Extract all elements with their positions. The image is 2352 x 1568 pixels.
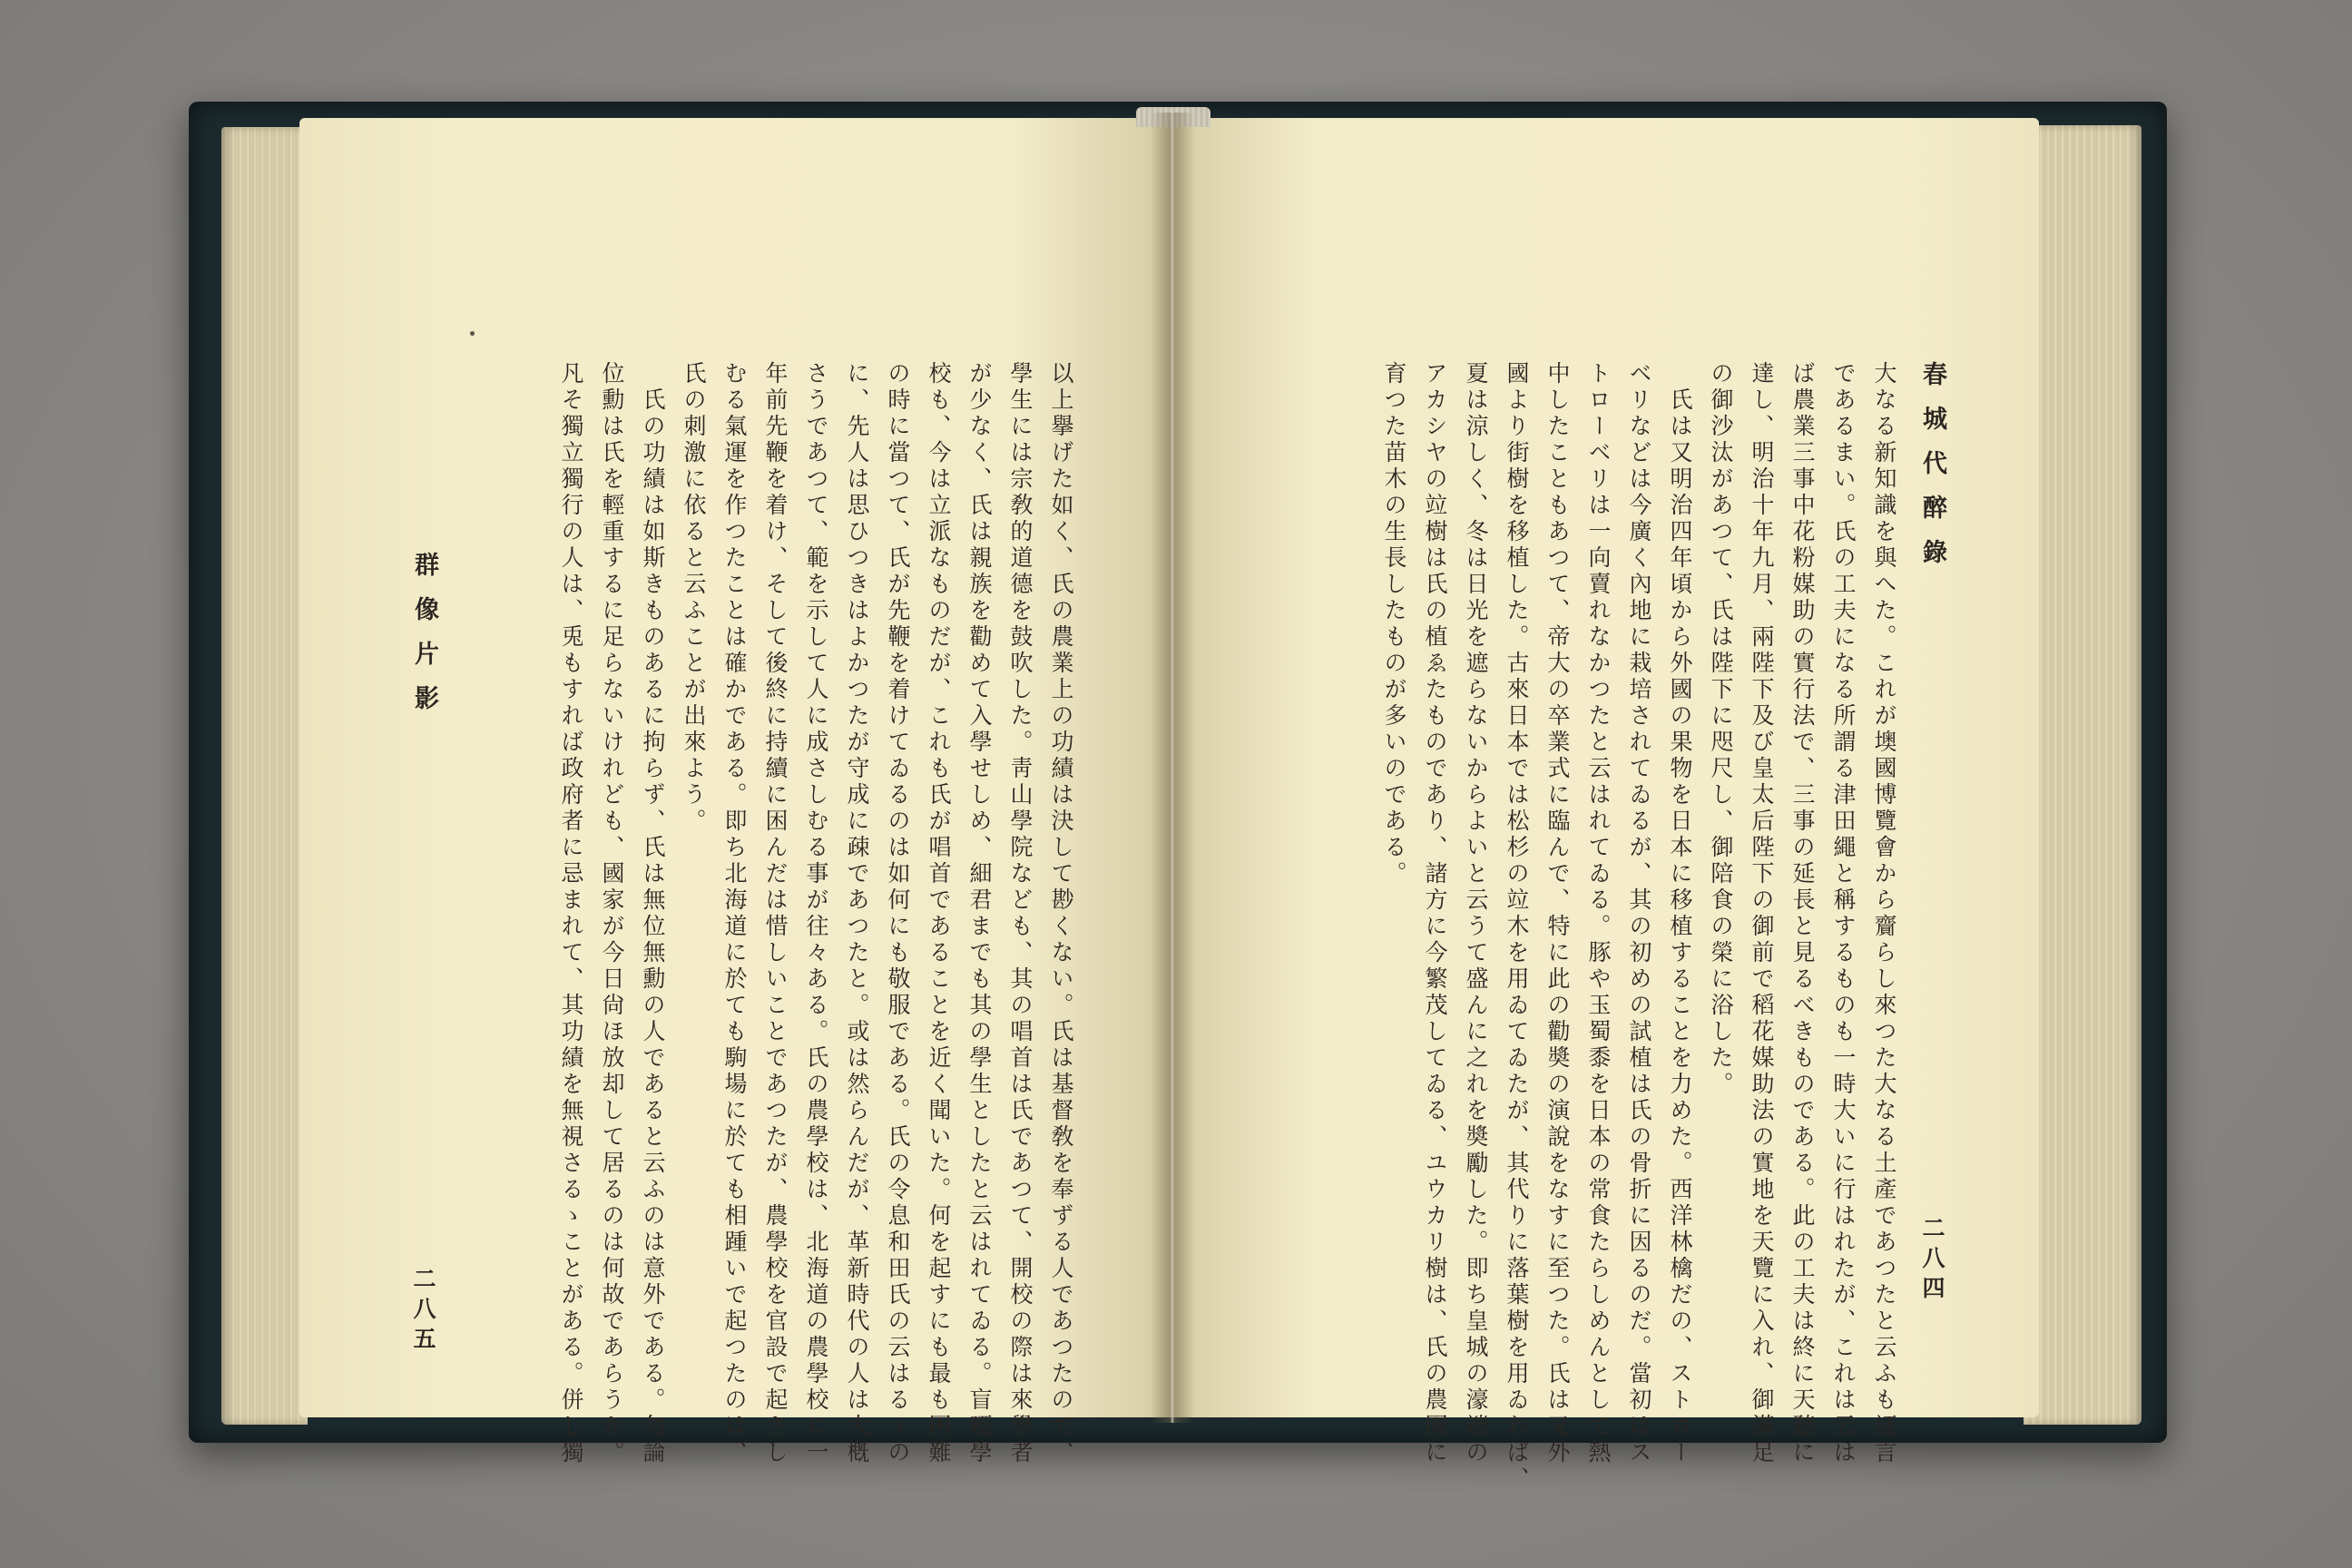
text-column: であるまい。氏の工夫になる所謂る津田繩と稱するものも一時大いに行はれたが、これは云は (1830, 361, 1857, 1466)
text-column: に、先人は思ひつきはよかつたが守成に疎であつたと。或は然らんだが、革新時代の人は大槪 (844, 361, 870, 1466)
text-column: 學生には宗敎的道德を鼓吹した。靑山學院なども、其の唱首は氏であつて、開校の際は來學者 (1007, 361, 1034, 1466)
page-number: 二八五 (410, 1267, 436, 1357)
text-column: 凡そ獨立獨行の人は、兎もすれば政府者に忌まれて、其功績を無視さるゝことがある。併し獨 (558, 361, 584, 1466)
text-column: の時に當つて、氏が先鞭を着けてゐるのは如何にも敬服である。氏の令息和田氏の云はるゝの (885, 361, 911, 1466)
page-mark (470, 331, 475, 336)
text-column: 年前先鞭を着け、そして後終に持續に困んだは惜しいことであつたが、農學校を官設で起さし (762, 361, 789, 1466)
text-column: 校も、今は立派なものだが、これも氏が唱首であることを近く聞いた。何を起すにも最も困難 (926, 361, 952, 1466)
text-column: 達し、明治十年九月、兩陛下及び皇太后陛下の御前で稻花媒助法の實地を天覽に入れ、御滿足 (1749, 361, 1775, 1466)
right-page-body (1374, 361, 1905, 1493)
text-column: 中したこともあつて、帝大の卒業式に臨んで、特に此の勸奬の演說をなすに至つた。氏は又外 (1544, 361, 1571, 1466)
left-page (299, 118, 1172, 1466)
text-column: 氏は又明治四年頃から外國の果物を日本に移植することを力めた。西洋林檎だの、ストロー (1667, 361, 1693, 1466)
text-column: 大なる新知識を與へた。これが墺國博覽會から齎らし來つた大なる土產であつたと云ふも誣言 (1871, 361, 1897, 1466)
text-column: ベリなどは今廣く內地に栽培されてゐるが、其の初めの試植は氏の骨折に因るのだ。當初はス (1626, 361, 1652, 1466)
text-column: むる氣運を作つたことは確かである。即ち北海道に於ても駒場に於ても相踵いで起つたのは、 (721, 361, 748, 1466)
text-column: 以上擧げた如く、氏の農業上の功績は決して尠くない。氏は基督敎を奉ずる人であつたので、 (1048, 361, 1074, 1466)
text-column: 氏の刺激に依ると云ふことが出來よう。 (681, 361, 707, 835)
page-number: 二八四 (1919, 1216, 1945, 1306)
center-gutter (1151, 113, 1194, 1423)
text-column: 國より街樹を移植した。古來日本では松杉の竝木を用ゐてゐたが、其代りに落葉樹を用ゐれば、 (1504, 361, 1530, 1493)
text-column: ば農業三事中花粉媒助の實行法で、三事の延長と見るべきものである。此の工夫は終に天聽に (1789, 361, 1816, 1466)
running-head: 群像片影 (410, 552, 438, 730)
running-head: 春城代醉錄 (1918, 361, 1946, 583)
text-column: 氏の功績は如斯きものあるに拘らず、氏は無位無勳の人であると云ふのは意外である。勿論 (640, 361, 666, 1466)
text-column: が少なく、氏は親族を勸めて入學せしめ、細君までも其の學生としたと云はれてゐる。盲啞學 (966, 361, 993, 1466)
right-page-edges (2024, 125, 2141, 1425)
text-column: 位勳は氏を輕重するに足らないけれども、國家が今日尙ほ放却して居るのは何故であらうか。 (599, 361, 625, 1466)
text-column: さうであつて、範を示して人に成さしむる事が往々ある。氏の農學校は、北海道の農學校に一 (803, 361, 829, 1466)
text-column: 育つた苗木の生長したものが多いのである。 (1381, 361, 1407, 887)
text-column: トローベリは一向賣れなかつたと云はれてゐる。豚や玉蜀黍を日本の常食たらしめんとして熱 (1585, 361, 1612, 1466)
left-page-body (551, 361, 1082, 1466)
text-column: の御沙汰があつて、氏は陛下に咫尺し、御陪食の榮に浴した。 (1708, 361, 1734, 1098)
right-page (1172, 118, 2039, 1493)
text-column: アカシヤの竝樹は氏の植ゑたものであり、諸方に今繁茂してゐる、ユウカリ樹は、氏の農園に (1422, 361, 1448, 1466)
left-page-edges (221, 127, 308, 1425)
text-column: 夏は涼しく、冬は日光を遮らないからよいと云うて盛んに之れを奬勵した。即ち皇城の濠端の (1463, 361, 1489, 1466)
